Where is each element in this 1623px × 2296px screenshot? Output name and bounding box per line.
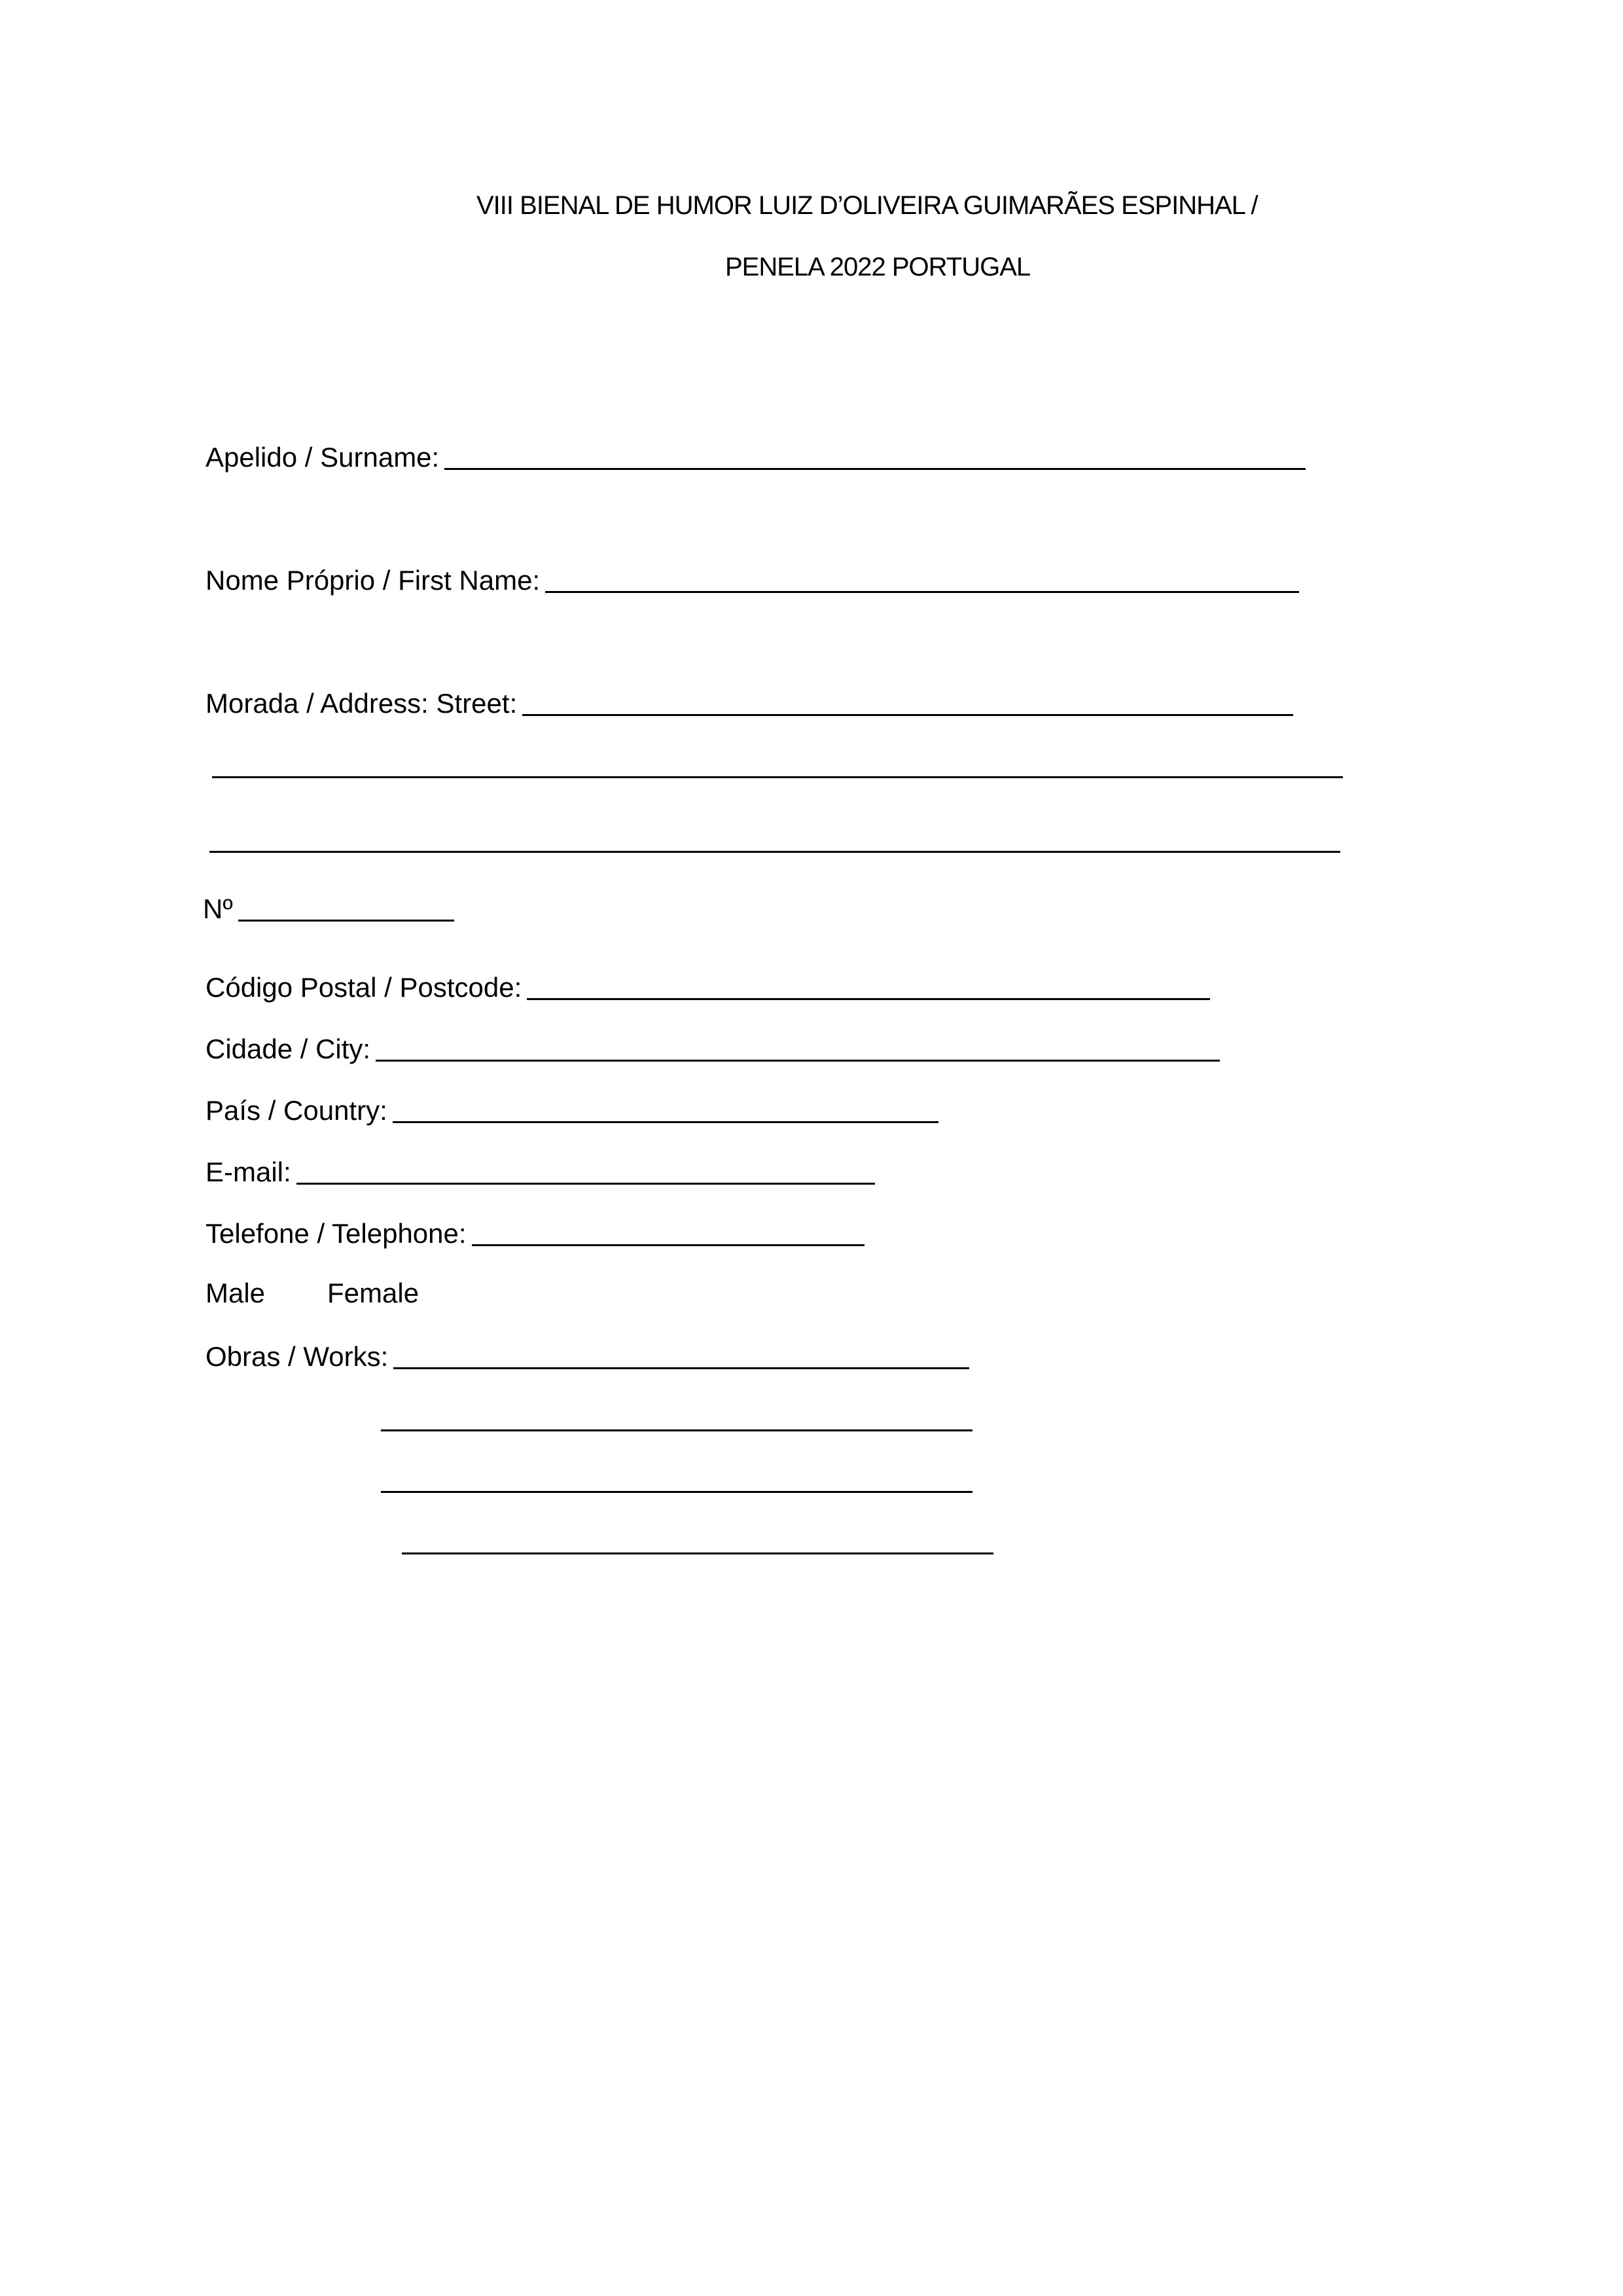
works-field-2[interactable] (381, 1429, 972, 1431)
first-name-label: Nome Próprio / First Name: (205, 565, 541, 596)
address-row (205, 683, 1293, 720)
city-row (205, 1029, 1220, 1066)
email-row (205, 1152, 875, 1189)
country-row (205, 1090, 938, 1127)
city-field[interactable] (376, 1033, 1220, 1062)
works-field-3[interactable] (381, 1491, 972, 1493)
address-label: Morada / Address: Street: (205, 688, 518, 719)
gender-male-option[interactable]: Male (205, 1278, 266, 1308)
number-field[interactable] (238, 893, 454, 922)
telephone-row (205, 1213, 865, 1250)
number-row (203, 889, 454, 925)
postcode-label: Código Postal / Postcode: (205, 972, 522, 1003)
form-title-line-1: VIII BIENAL DE HUMOR LUIZ D’OLIVEIRA GUIMARÃES ESPINHAL / (476, 191, 1258, 220)
works-field-4[interactable] (402, 1552, 993, 1554)
postcode-field[interactable] (527, 972, 1210, 1000)
form-title-line-2: PENELA 2022 PORTUGAL (725, 253, 1031, 281)
gender-female-option[interactable]: Female (327, 1278, 419, 1308)
address-street-field[interactable] (522, 688, 1293, 716)
telephone-label: Telefone / Telephone: (205, 1218, 467, 1249)
surname-field[interactable] (444, 442, 1306, 470)
address-line-2-field[interactable] (212, 776, 1343, 778)
surname-label: Apelido / Surname: (205, 442, 440, 473)
country-label: País / Country: (205, 1095, 387, 1126)
email-field[interactable] (296, 1157, 875, 1185)
email-label: E-mail: (205, 1157, 291, 1187)
works-field-1[interactable] (393, 1341, 969, 1369)
first-name-row (205, 560, 1299, 597)
first-name-field[interactable] (545, 565, 1299, 593)
country-field[interactable] (393, 1095, 938, 1123)
postcode-row (205, 967, 1210, 1004)
city-label: Cidade / City: (205, 1033, 371, 1064)
address-line-3-field[interactable] (209, 851, 1340, 853)
number-label: Nº (203, 893, 233, 924)
surname-row (205, 437, 1306, 474)
telephone-field[interactable] (472, 1218, 865, 1246)
works-label: Obras / Works: (205, 1341, 389, 1372)
works-row (205, 1336, 969, 1373)
